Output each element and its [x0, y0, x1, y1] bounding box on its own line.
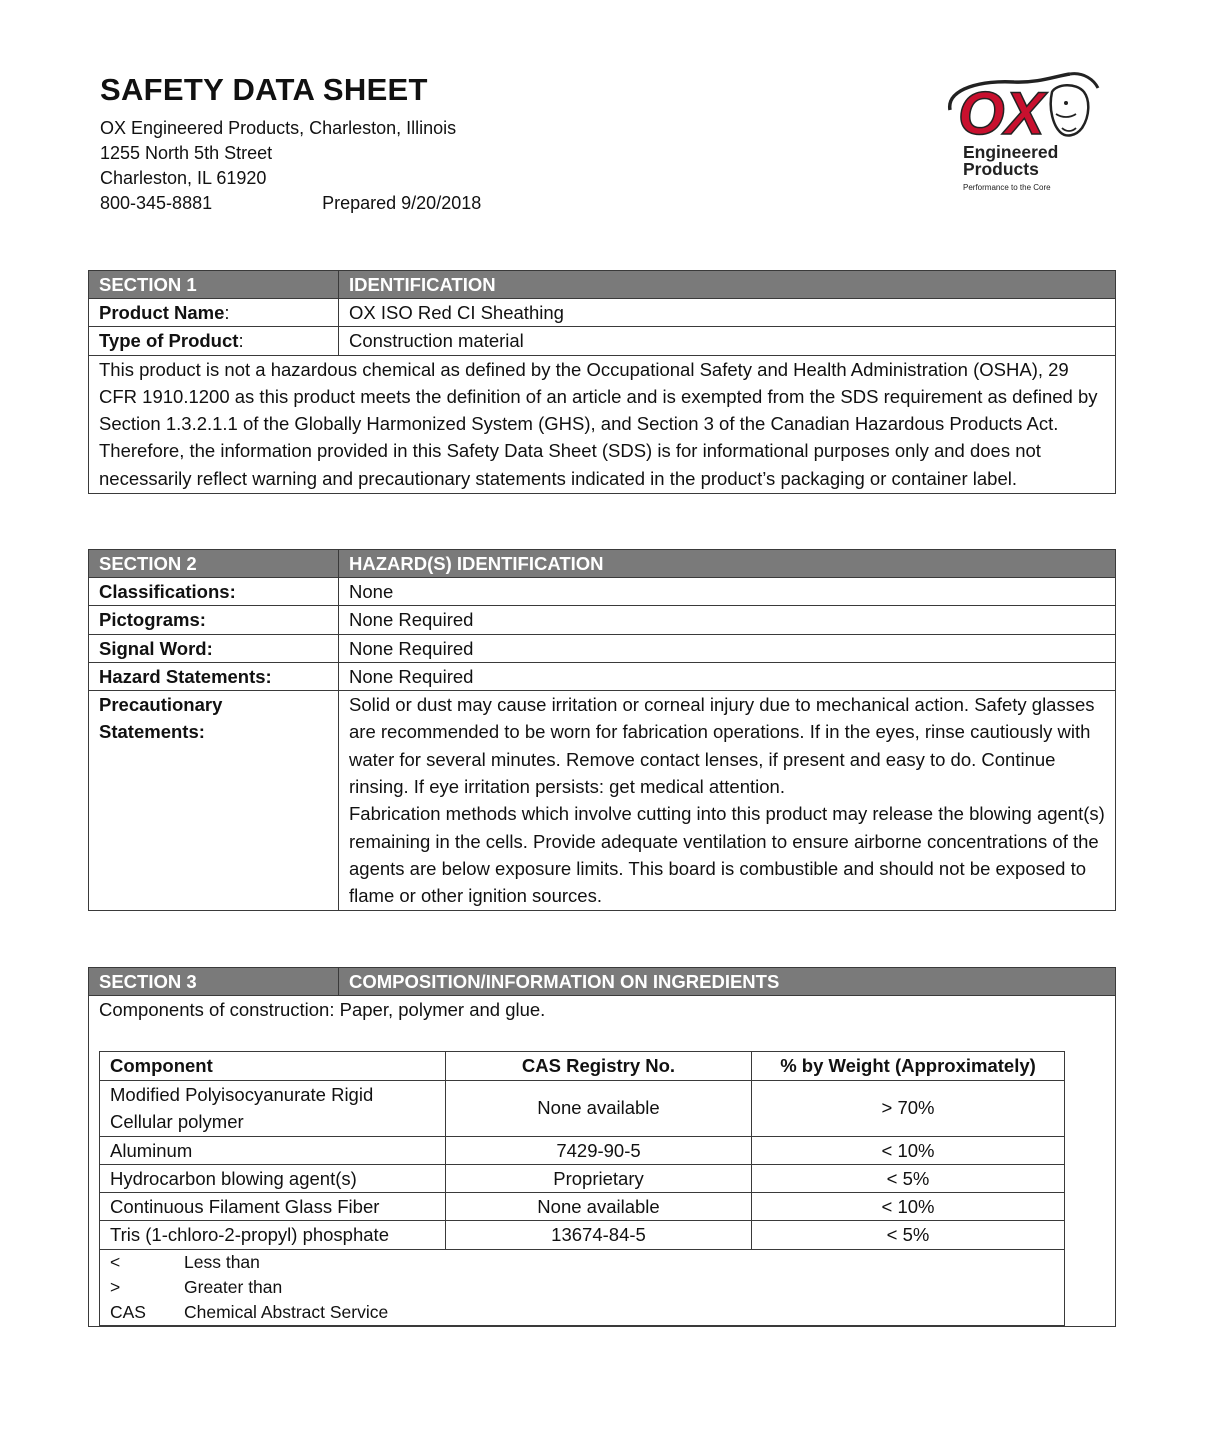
product-type-value: Construction material [339, 327, 1116, 355]
pictograms-value: None Required [339, 606, 1116, 634]
hazard-statements-value: None Required [339, 662, 1116, 690]
table-row [89, 691, 1116, 910]
component-name: Tris (1-chloro-2-propyl) phosphate [100, 1221, 446, 1249]
table-row [89, 606, 1116, 634]
table-row [100, 1164, 1065, 1192]
document-header [100, 72, 481, 216]
phone-number: 800-345-8881 [100, 193, 213, 213]
composition-body [89, 996, 1116, 1327]
table-row [89, 299, 1116, 327]
logo-tagline: Performance to the Core [963, 183, 1051, 192]
weight-percent: < 10% [752, 1136, 1065, 1164]
ingredients-table [99, 1051, 1065, 1325]
table-row [100, 1136, 1065, 1164]
precautionary-label: Precautionary Statements: [89, 691, 339, 910]
cas-number: None available [446, 1193, 752, 1221]
signal-word-label: Signal Word: [89, 634, 339, 662]
precaution-paragraph: Fabrication methods which involve cutting into this product may release the blowing agent(s) remaining in the cells. Provide adequate ventilation to ensure airborne concentrations of the agents are below exposure limits. This board is combustible and should not be exposed to flame or other ignition sources. [349, 803, 1105, 907]
cas-number: 7429-90-5 [446, 1136, 752, 1164]
table-row [100, 1193, 1065, 1221]
column-header: Component [100, 1052, 446, 1080]
table-row [89, 996, 1116, 1327]
component-name: Modified Polyisocyanurate Rigid Cellular polymer [100, 1080, 446, 1136]
weight-percent: < 10% [752, 1193, 1065, 1221]
weight-percent: < 5% [752, 1164, 1065, 1192]
table-row [89, 662, 1116, 690]
components-line: Components of construction: Paper, polymer and glue. [99, 999, 546, 1020]
section-header [89, 968, 1116, 996]
hazard-statements-label: Hazard Statements: [89, 662, 339, 690]
section-number: SECTION 1 [89, 271, 339, 299]
pictograms-label: Pictograms: [89, 606, 339, 634]
precaution-paragraph: Solid or dust may cause irritation or corneal injury due to mechanical action. Safety glasses are recommended to be worn for fabrication operations. If in the eyes, rinse cautiously with water for several minutes. Remove contact lenses, if present and easy to do. Continue rinsing. If eye irritation persists: get medical attention. [349, 694, 1095, 798]
section-header [89, 550, 1116, 578]
cas-number: Proprietary [446, 1164, 752, 1192]
weight-percent: < 5% [752, 1221, 1065, 1249]
weight-percent: > 70% [752, 1080, 1065, 1136]
logo-mark: OX [958, 80, 1045, 147]
ingredients-header-row [100, 1052, 1065, 1080]
signal-word-value: None Required [339, 634, 1116, 662]
table-row [89, 355, 1116, 493]
table-row [89, 634, 1116, 662]
component-name: Aluminum [100, 1136, 446, 1164]
logo-wordmark [963, 144, 1058, 178]
column-header: % by Weight (Approximately) [752, 1052, 1065, 1080]
table-row [89, 578, 1116, 606]
prepared-date: Prepared 9/20/2018 [322, 193, 482, 213]
logo-line1: Engineered [963, 142, 1059, 162]
company-line: OX Engineered Products, Charleston, Illinois [100, 118, 457, 138]
table-row [100, 1080, 1065, 1136]
table-row [89, 327, 1116, 355]
section-title: IDENTIFICATION [339, 271, 1116, 299]
section-number: SECTION 2 [89, 550, 339, 578]
column-header: CAS Registry No. [446, 1052, 752, 1080]
section-2-table [88, 549, 1116, 911]
bull-head-icon [944, 70, 1104, 148]
precautionary-statements [339, 691, 1116, 910]
ox-logo [944, 70, 1104, 200]
osha-notice: This product is not a hazardous chemical as defined by the Occupational Safety and Health Administration (OSHA), 29 CFR 1910.1200 as this product meets the definition of an article and is exempted from the SDS requirement as defined by Section 1.3.2.1.1 of the Globally Harmonized System (GHS), and Section 3 of the Canadian Hazardous Products Act. Therefore, the information provided in this Safety Data Sheet (SDS) is for informational purposes only and does not necessarily reflect warning and precautionary statements indicated in the product’s packaging or container label. [89, 355, 1116, 493]
cas-number: 13674-84-5 [446, 1221, 752, 1249]
section-title: COMPOSITION/INFORMATION ON INGREDIENTS [339, 968, 1116, 996]
city-address: Charleston, IL 61920 [100, 168, 267, 188]
classifications-label: Classifications: [89, 578, 339, 606]
cas-number: None available [446, 1080, 752, 1136]
table-row [100, 1221, 1065, 1249]
product-name-label: Product Name: [89, 299, 339, 327]
section-title: HAZARD(S) IDENTIFICATION [339, 550, 1116, 578]
component-name: Continuous Filament Glass Fiber [100, 1193, 446, 1221]
product-name-value: OX ISO Red CI Sheathing [339, 299, 1116, 327]
section-number: SECTION 3 [89, 968, 339, 996]
document-title: SAFETY DATA SHEET [100, 72, 428, 107]
abbreviation-legend [100, 1249, 1065, 1325]
legend-item: > Greater than [110, 1276, 283, 1297]
legend-item: CAS Chemical Abstract Service [110, 1301, 389, 1322]
classifications-value: None [339, 578, 1116, 606]
section-header [89, 271, 1116, 299]
legend-row [100, 1249, 1065, 1325]
product-type-label: Type of Product: [89, 327, 339, 355]
logo-line2: Products [963, 159, 1039, 179]
street-address: 1255 North 5th Street [100, 143, 273, 163]
component-name: Hydrocarbon blowing agent(s) [100, 1164, 446, 1192]
section-3-table [88, 967, 1116, 1327]
legend-item: < Less than [110, 1251, 260, 1272]
section-1-table [88, 270, 1116, 494]
phone-line [100, 191, 481, 216]
